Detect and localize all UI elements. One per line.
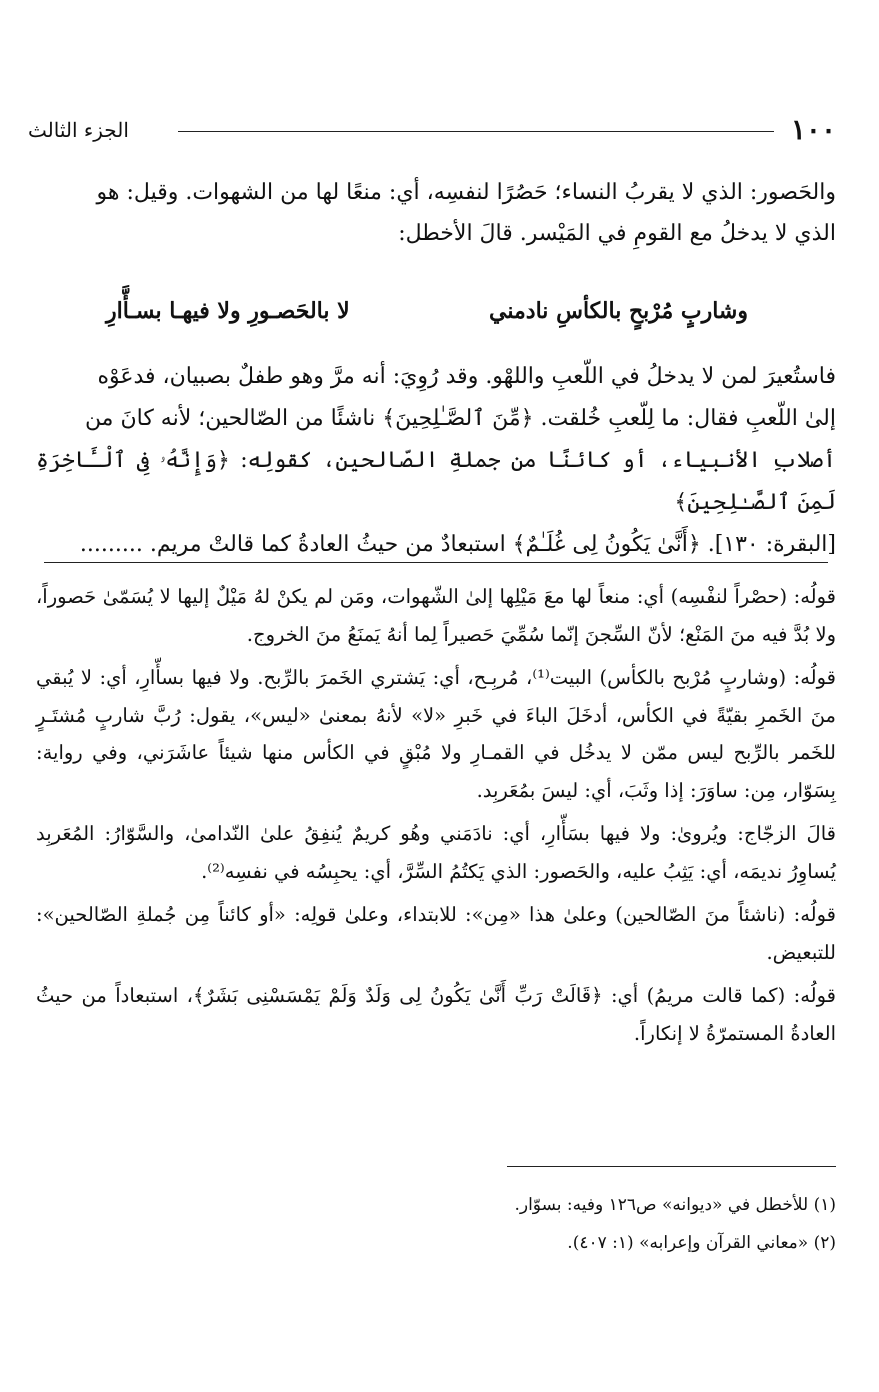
- main-text-block-2: [36, 356, 836, 566]
- footnote: (٢) «معاني القرآن وإعرابه» (١: ٤٠٧).: [567, 1233, 836, 1253]
- main-text-line: إلىٰ اللّعبِ فقال: ما لِلّعبِ خُلقت. ﴿مِّنَ ٱلصَّـٰلِحِينَ﴾ ناشئًا من الصّالحين؛ لأنه كانَ من: [84, 406, 836, 431]
- main-text-line: الذي لا يدخلُ مع القومِ في المَيْسر. قالَ الأخطل:: [398, 221, 836, 246]
- main-text-line: أصلابِ الأنبياء، أو كائنًا من جملةِ الصّالحين، كقولِه: ﴿وَإِنَّهُۥ فِى ٱلْـَٔاخِرَةِ لَمِنَ ٱلصَّـٰلِحِينَ﴾: [36, 448, 837, 515]
- poem-second-hemistich: لا بالحَصـورِ ولا فيهـا بسـأَّارِ: [106, 298, 350, 324]
- footnote-rule: [507, 1166, 836, 1167]
- main-text-line: فاستُعيرَ لمن لا يدخلُ في اللّعبِ واللهْو. وقد رُوِيَ: أنه مرَّ وهو طفلٌ بصبيان، فدعَوْه: [97, 364, 836, 389]
- commentary-paragraph: قولُه: (وشاربٍ مُرْبح بالكأس) البيت⁽¹⁾، مُربِـح، أي: يَشتري الخَمرَ بالرِّبح. ولا فيها بسأّارِ، أي: لا يُبقي منَ الخَمرِ بقيّةً في الكأس، أدخَلَ الباءَ في خَبرِ «لا» لأنهُ بمعنىٰ «ليس»، يقول: رُبَّ شاربٍ مُشتَـرٍ للخَمر بالرِّبح ليس ممّن لا يدخُل في القمـارِ ولا مُبْقٍ في الكأس منها شيئاً عاشَرَني، وفي رواية: بِسَوّار، مِن: ساوَرَ: إذا وثَبَ، أي: ليسَ بمُعَربِد.: [36, 666, 836, 802]
- commentary-paragraph: قولُه: (كما قالت مريمُ) أي: ﴿قَالَتْ رَبِّ أَنَّىٰ يَكُونُ لِى وَلَدٌ وَلَمْ يَمْسَسْنِى بَشَرٌ﴾، استبعاداً من حيثُ العادةُ المستمرّةُ لا إنكاراً.: [36, 984, 836, 1045]
- poem-first-hemistich: وشاربٍ مُرْبحٍ بالكأسِ نادمني: [489, 298, 748, 324]
- commentary-paragraph: قالَ الزجّاج: ويُروىٰ: ولا فيها بسَأّارِ، أي: نادَمَني وهُو كريمٌ يُنفِقُ علىٰ النّدامىٰ، والسَّوّارُ: المُعَربِد يُساوِرُ نديمَه، أي: يَثِبُ عليه، والحَصور: الذي يَكتُمُ السِّرَّ، أي: يحبِسُه في نفسِه⁽²⁾.: [36, 822, 836, 883]
- footnote: (١) للأخطل في «ديوانه» ص١٢٦ وفيه: بسوّار.: [514, 1195, 836, 1215]
- header-rule: [178, 131, 774, 132]
- page-number: ١٠٠: [790, 113, 836, 146]
- main-text-block-1: [36, 172, 836, 254]
- running-header: [28, 110, 836, 150]
- commentary-paragraph: قولُه: (حصْراً لنفْسِه) أي: منعاً لها معَ مَيْلِها إلىٰ الشّهوات، ومَن لم يكنْ لهُ مَيْلٌ إليها لا يُسَمّىٰ حَصوراً، ولا بُدَّ فيه منَ المَنْع؛ لأنّ السِّجنَ إنّما سُمِّيَ حَصيراً لِما أنهُ يَمنَعُ منَ الخروج.: [36, 585, 836, 646]
- section-divider: [44, 562, 828, 563]
- commentary-paragraph: قولُه: (ناشئاً منَ الصّالحين) وعلىٰ هذا «مِن»: للابتداء، وعلىٰ قولِه: «أو كائناً مِن جُملةِ الصّالحين»: للتبعيض.: [36, 903, 836, 964]
- footnotes: [36, 1186, 836, 1262]
- main-text-line: والحَصور: الذي لا يقربُ النساء؛ حَصُرًا لنفسِه، أي: منعًا لها من الشهوات. وقيل: هو: [96, 180, 836, 205]
- main-text-line: [البقرة: ١٣٠]. ﴿أَنَّىٰ يَكُونُ لِى غُلَـٰمٌ﴾ استبعادٌ من حيثُ العادةُ كما قالتْ مريم. .........: [79, 532, 836, 557]
- commentary-block: [36, 578, 836, 1058]
- poem-verse: [36, 288, 836, 334]
- volume-title: الجزء الثالث: [28, 118, 129, 142]
